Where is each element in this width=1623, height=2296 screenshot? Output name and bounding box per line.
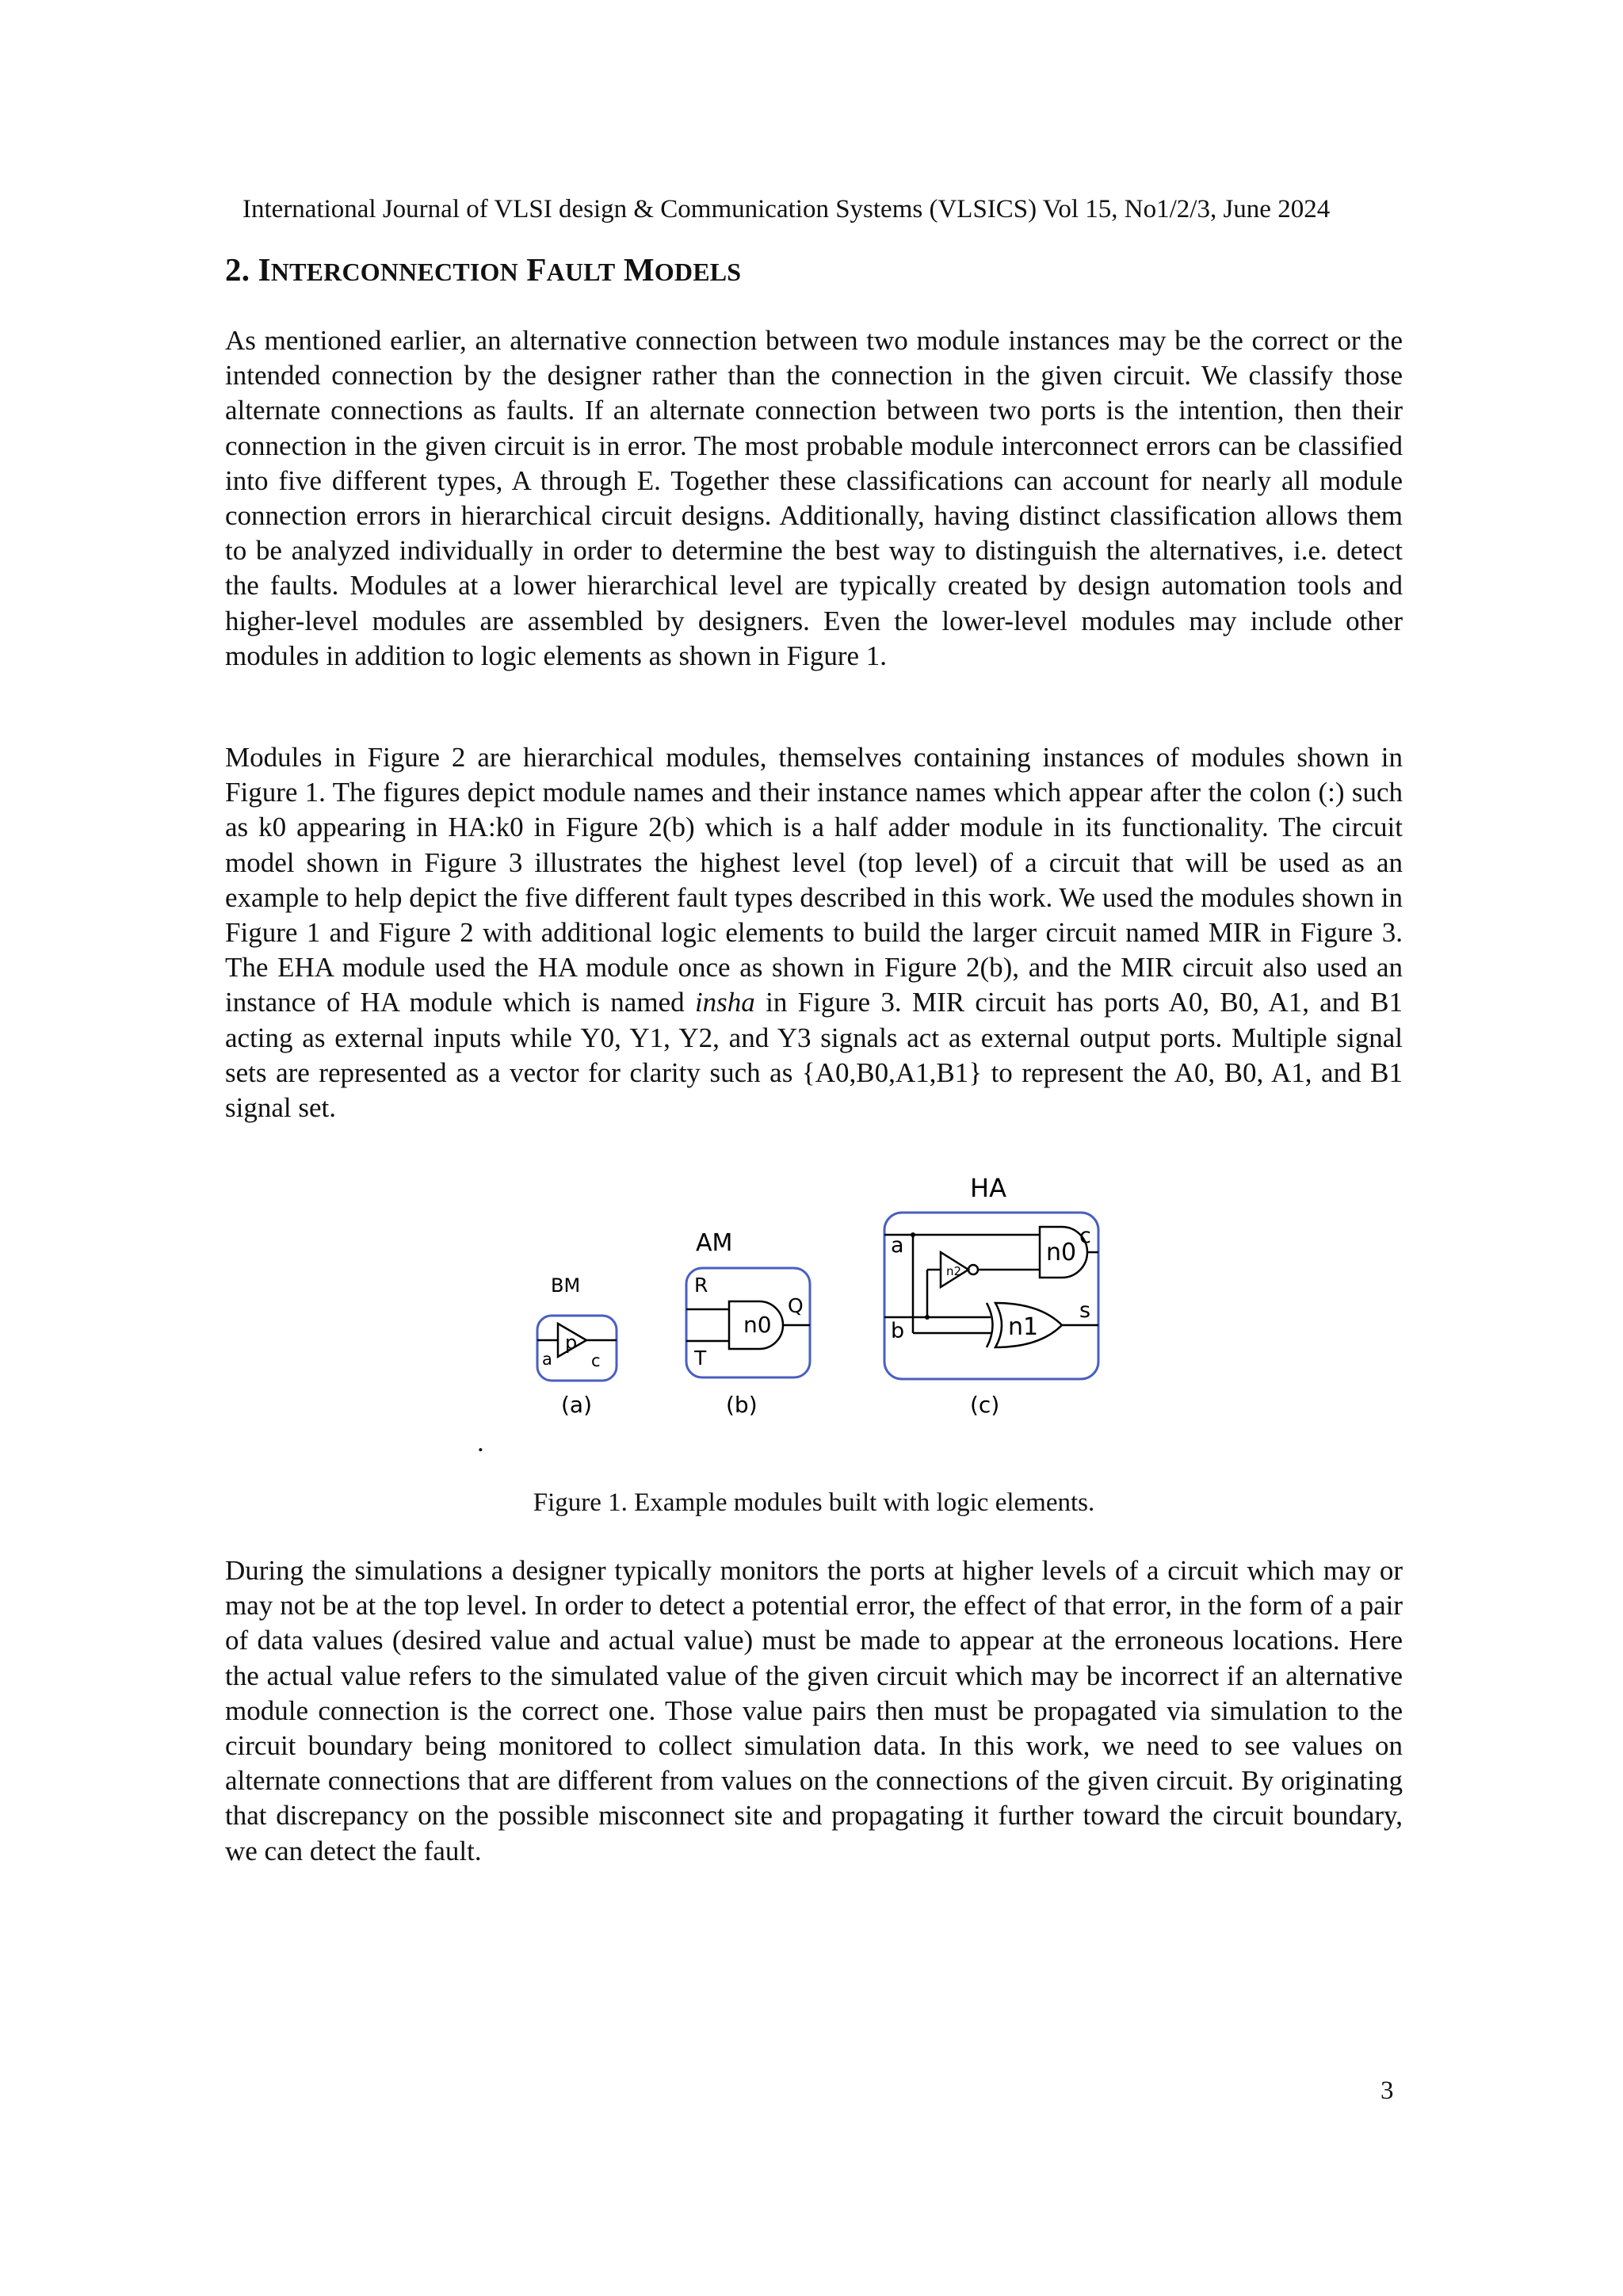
ha-not-gate-label: n2 — [946, 1264, 962, 1278]
section-number: 2. — [225, 251, 258, 288]
section-heading — [225, 250, 741, 288]
ha-input-b-label: b — [891, 1319, 905, 1343]
am-input-t-label: T — [694, 1347, 707, 1370]
heading-word-2: FAULT — [526, 251, 616, 288]
ha-xor-gate-label: n1 — [1008, 1313, 1039, 1341]
paragraph-2-text-a: Modules in Figure 2 are hierarchical modules, themselves containing instances of modules shown in Figure 1. The figures depict module names and their instance names which appear after the colon (:) such as k0 appearing in HA:k0 in Figure 2(b) which is a half adder module in its functionality. The circuit model shown in Figure 3 illustrates the highest level (top level) of a circuit that will be used as an example to help depict the five different fault types described in this work. We used the modules shown in Figure 1 and Figure 2 with additional logic elements to build the larger circuit named MIR in Figure 3. The EHA module used the HA module once as shown in Figure 2(b), and the MIR circuit also used an instance of HA module which is named — [225, 742, 1403, 1018]
am-gate-label: n0 — [743, 1312, 772, 1338]
running-header: International Journal of VLSI design & Communication Systems (VLSICS) Vol 15, No1/2/3, June 2024 — [242, 195, 1331, 223]
bm-output-label: c — [591, 1351, 601, 1370]
ha-input-a-label: a — [891, 1233, 904, 1258]
paragraph-3: During the simulations a designer typically monitors the ports at higher levels of a circuit which may or may not be at the top level. In order to detect a potential error, the effect of that error, in the form of a pair of data values (desired value and actual value) must be made to appear at the erroneous locations. Here the actual value refers to the simulated value of the given circuit which may be incorrect if an alternative module connection is the correct one. Those value pairs then must be propagated via simulation to the circuit boundary being monitored to collect simulation data. In this work, we need to see values on alternate connections that are different from values on the connections of the given circuit. By originating that discrepancy on the possible misconnect site and propagating it further toward the circuit boundary, we can detect the fault. — [225, 1555, 1403, 1866]
paragraph-2 — [225, 740, 1403, 1125]
sub-label-c: (c) — [970, 1392, 1000, 1418]
paragraph-2-text-b: in Figure 3. MIR circuit has ports A0, B0, A1, and B1 acting as external inputs while Y0, Y1, Y2, and Y3 signals act as external output ports. Multiple signal sets are represented as a vector for clarity such as {A0,B0,A1,B1} to represent the A0, B0, A1, and B1 signal set. — [225, 987, 1403, 1124]
ha-module-name: HA — [970, 1173, 1006, 1203]
figure-caption: Figure 1. Example modules built with logic elements. — [533, 1488, 1095, 1517]
bm-input-label: a — [542, 1350, 552, 1369]
ha-module — [884, 1213, 1098, 1379]
ha-and-gate-label: n0 — [1046, 1239, 1077, 1266]
heading-word-3: MODELS — [623, 251, 742, 288]
page-number: 3 — [1381, 2076, 1394, 2105]
am-output-label: Q — [788, 1294, 804, 1317]
sub-label-a: (a) — [561, 1392, 593, 1418]
ha-output-s-label: s — [1079, 1298, 1091, 1323]
ha-xor-back-curve — [987, 1303, 993, 1347]
figure-1-diagram — [507, 1157, 1141, 1442]
paragraph-2-italic-term: insha — [694, 987, 755, 1018]
bm-module-name: BM — [551, 1274, 581, 1297]
stray-period: . — [477, 1427, 484, 1457]
paragraph-1: As mentioned earlier, an alternative connection between two module instances may be the correct or the intended connection by the designer rather than the connection in the given circuit. We classify those alternate connections as faults. If an alternate connection between two ports is the intention, then their connection in the given circuit is in error. The most probable module interconnect errors can be classified into five different types, A through E. Together these classifications can account for nearly all module connection errors in hierarchical circuit designs. Additionally, having distinct classification allows them to be analyzed individually in order to determine the best way to distinguish the alternatives, i.e. detect the faults. Modules at a lower hierarchical level are typically created by design automation tools and higher-level modules are assembled by designers. Even the lower-level modules may include other modules in addition to logic elements as shown in Figure 1. — [225, 325, 1403, 671]
heading-word-1: INTERCONNECTION — [258, 251, 518, 288]
sub-label-b: (b) — [726, 1392, 758, 1418]
bm-gate-label: p — [565, 1331, 578, 1354]
ha-module-border — [884, 1213, 1098, 1379]
am-module-name: AM — [696, 1229, 733, 1257]
am-input-r-label: R — [694, 1274, 708, 1297]
ha-output-c-label: c — [1079, 1224, 1091, 1248]
figure-1 — [507, 1157, 1141, 1442]
